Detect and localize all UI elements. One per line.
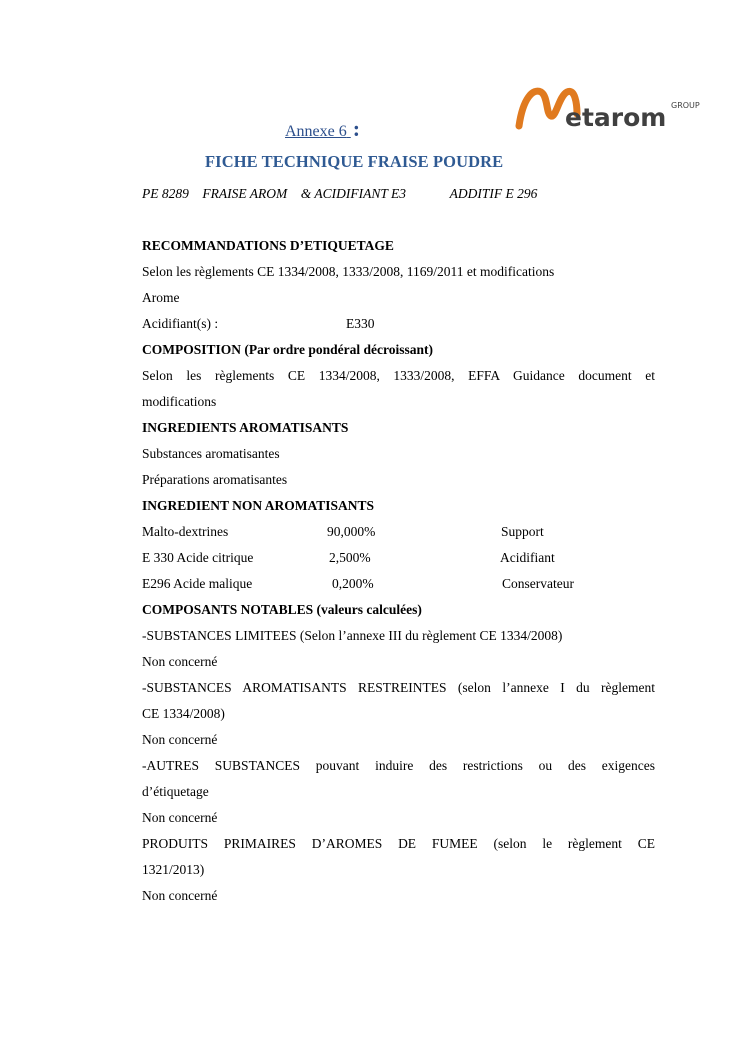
- aromatic-heading: INGREDIENTS AROMATISANTS: [142, 420, 349, 435]
- labelling-acidifiant-row: [142, 314, 655, 340]
- acidifiant-value: E330: [346, 316, 375, 331]
- notable-heading: COMPOSANTS NOTABLES (valeurs calculées): [142, 602, 422, 617]
- limited-substances: -SUBSTANCES LIMITEES (Selon l’annexe III du règlement CE 1334/2008): [142, 628, 563, 643]
- composition-regulation-cont: modifications: [142, 394, 217, 409]
- svg-text:GROUP: GROUP: [671, 101, 700, 110]
- ingredient-row: [142, 574, 655, 600]
- ingredient-name: E296 Acide malique: [142, 576, 253, 591]
- ingredient-percent: 0,200%: [332, 576, 374, 591]
- restricted-substances: -SUBSTANCES AROMATISANTS RESTREINTES (selon l’annexe I du règlement: [142, 680, 655, 695]
- composition-regulation: Selon les règlements CE 1334/2008, 1333/2008, EFFA Guidance document et: [142, 368, 655, 383]
- restricted-value: Non concerné: [142, 732, 218, 747]
- other-substances-cont: d’étiquetage: [142, 784, 209, 799]
- product-acidifiant: & ACIDIFIANT E3: [300, 186, 406, 201]
- ingredient-row: [142, 548, 655, 574]
- smoke-products-cont: 1321/2013): [142, 862, 205, 877]
- smoke-products: PRODUITS PRIMAIRES D’AROMES DE FUMEE (selon le règlement CE: [142, 836, 655, 851]
- other-substances: -AUTRES SUBSTANCES pouvant induire des restrictions ou des exigences: [142, 758, 655, 773]
- ingredient-role: Support: [501, 524, 544, 539]
- labelling-regulation: Selon les règlements CE 1334/2008, 1333/2008, 1169/2011 et modifications: [142, 264, 555, 279]
- labelling-arome: Arome: [142, 290, 180, 305]
- annexe-colon: :: [352, 116, 361, 141]
- labelling-heading: RECOMMANDATIONS D’ETIQUETAGE: [142, 238, 394, 253]
- restricted-substances-cont: CE 1334/2008): [142, 706, 225, 721]
- ingredient-percent: 90,000%: [327, 524, 376, 539]
- ingredient-percent: 2,500%: [329, 550, 371, 565]
- annexe-heading: [285, 116, 360, 142]
- annexe-label: Annexe 6: [285, 123, 347, 140]
- product-code: PE 8289: [142, 186, 189, 201]
- aromatic-item: Préparations aromatisantes: [142, 472, 288, 487]
- other-value: Non concerné: [142, 810, 218, 825]
- svg-text:etarom: etarom: [565, 103, 667, 132]
- document-body: [142, 236, 655, 912]
- ingredient-name: Malto-dextrines: [142, 524, 229, 539]
- non-aromatic-heading: INGREDIENT NON AROMATISANTS: [142, 498, 375, 513]
- ingredient-role: Acidifiant: [500, 550, 555, 565]
- product-name: FRAISE AROM: [202, 186, 288, 201]
- aromatic-item: Substances aromatisantes: [142, 446, 280, 461]
- product-line: [142, 186, 537, 202]
- ingredient-name: E 330 Acide citrique: [142, 550, 254, 565]
- composition-heading: COMPOSITION (Par ordre pondéral décroissant): [142, 342, 433, 357]
- ingredient-role: Conservateur: [502, 576, 574, 591]
- ingredient-row: [142, 522, 655, 548]
- metarom-logo: [515, 84, 700, 134]
- smoke-value: Non concerné: [142, 888, 218, 903]
- acidifiant-label: Acidifiant(s) :: [142, 316, 219, 331]
- limited-value: Non concerné: [142, 654, 218, 669]
- product-additif: ADDITIF E 296: [449, 186, 538, 201]
- document-title: FICHE TECHNIQUE FRAISE POUDRE: [205, 152, 504, 171]
